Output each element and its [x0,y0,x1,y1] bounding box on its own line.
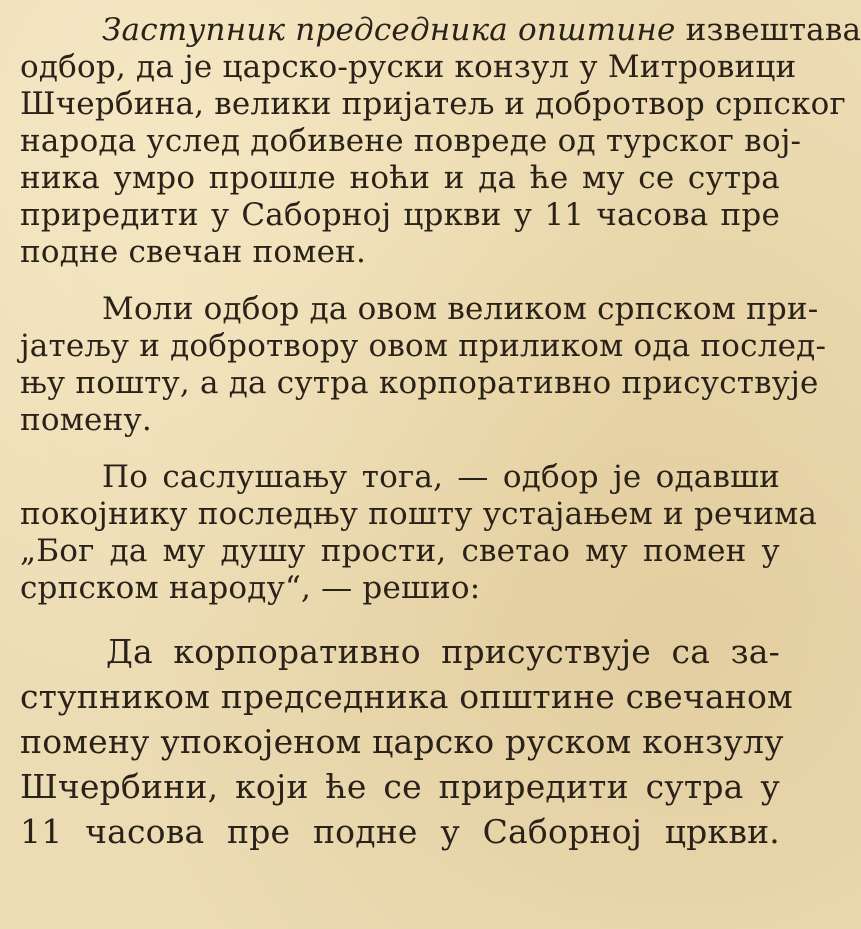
text-line: По саслушању тога, — одбор је одавши [102,459,780,495]
text-line: Шчербини, који ће се приредити сутра у [20,767,780,806]
text-line: покојнику последњу пошту устајањем и речима [20,496,818,532]
text-line: ника умро прошле ноћи и да ће му се сутра [20,160,780,196]
text-line: одбор, да је царско-руски конзул у Митровици [20,49,797,85]
text-line: 11 часова пре подне у Саборној цркви. [20,812,780,851]
text-line: Шчербина, велики пријатељ и добротвор српског [20,86,846,122]
text-line: приредити у Саборној цркви у 11 часова пре [20,197,780,233]
paragraph-announcement [20,12,861,271]
text-line: њу пошту, а да сутра корпоративно присуствује [20,365,819,401]
text-line: подне свечан помен. [20,234,367,270]
text-line [20,12,861,49]
text-line: српском народу“, — решио: [20,570,481,606]
text-line-tail: извештава [675,12,861,48]
italic-lead-text: Заступник председника општине [102,12,676,48]
paragraph-hearing [20,459,818,607]
text-line: помену упокојеном царско руском конзулу [20,722,784,761]
paragraph-request [20,291,827,439]
text-line: ступником председника општине свечаном [20,677,793,716]
text-line: помену. [20,402,152,438]
text-line: народа услед добивене повреде од турског вој- [20,123,802,159]
text-line: јатељу и добротвору овом приликом ода послед- [20,328,827,364]
paragraph-resolution [20,629,793,854]
text-line: „Бог да му душу прости, светао му помен у [20,533,780,569]
text-line: Моли одбор да овом великом српском при- [102,291,819,327]
text-line: Да корпоративно присуствује са за- [106,632,780,671]
